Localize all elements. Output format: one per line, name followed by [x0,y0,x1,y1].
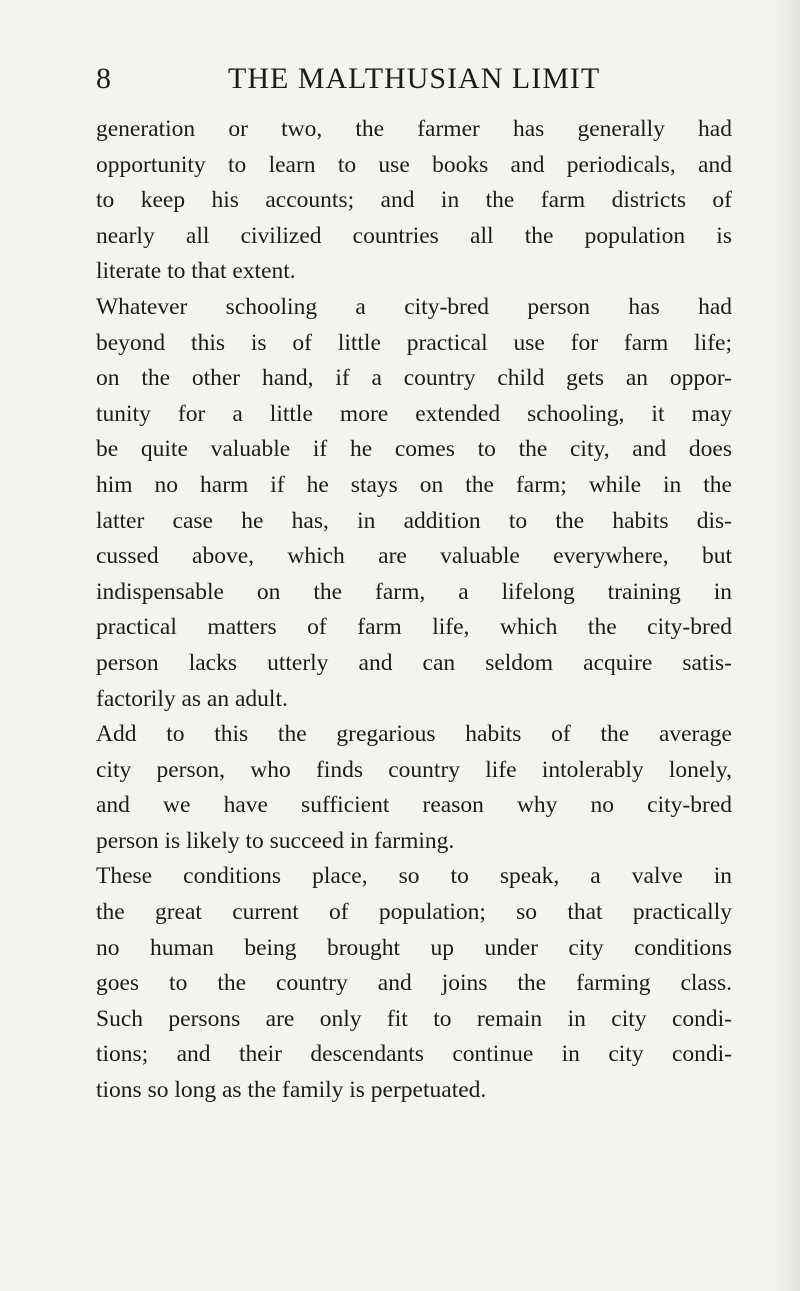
text-line: the great current of population; so that practically [96,899,732,926]
page-edge-shadow [774,0,800,1291]
text-line: tions so long as the family is perpetuated. [96,1077,487,1104]
text-line: person lacks utterly and can seldom acquire satis- [96,649,732,676]
page-header [96,62,736,102]
text-line: goes to the country and joins the farming class. [96,970,732,997]
text-line: cussed above, which are valuable everywhere, but [96,543,732,570]
text-line: factorily as an adult. [96,685,288,712]
text-line: indispensable on the farm, a lifelong training in [96,578,732,605]
text-line: no human being brought up under city conditions [96,934,732,961]
running-title: THE MALTHUSIAN LIMIT [228,62,601,95]
text-line: Such persons are only fit to remain in city condi- [96,1005,732,1032]
text-line: him no harm if he stays on the farm; while in the [96,471,732,498]
text-line: literate to that extent. [96,258,296,285]
text-line: opportunity to learn to use books and periodicals, and [96,151,732,178]
text-line: practical matters of farm life, which the city-bred [96,614,732,641]
text-line: beyond this is of little practical use for farm life; [96,329,732,356]
body-text [96,112,732,1109]
text-line: tions; and their descendants continue in city condi- [96,1041,732,1068]
text-line: person is likely to succeed in farming. [96,827,455,854]
text-line: Add to this the gregarious habits of the average [96,721,732,748]
text-line: on the other hand, if a country child gets an oppor- [96,365,732,392]
text-line: These conditions place, so to speak, a valve in [96,863,732,890]
text-line: and we have sufficient reason why no city-bred [96,792,732,819]
text-line: be quite valuable if he comes to the city, and does [96,436,732,463]
text-line: nearly all civilized countries all the population is [96,222,732,249]
text-line: city person, who finds country life intolerably lonely, [96,756,732,783]
page-number: 8 [96,62,112,95]
text-line: to keep his accounts; and in the farm districts of [96,187,732,214]
text-line: generation or two, the farmer has generally had [96,116,732,142]
text-line: latter case he has, in addition to the habits dis- [96,507,732,534]
text-line: Whatever schooling a city-bred person has had [96,293,732,320]
text-line: tunity for a little more extended schooling, it may [96,400,732,427]
